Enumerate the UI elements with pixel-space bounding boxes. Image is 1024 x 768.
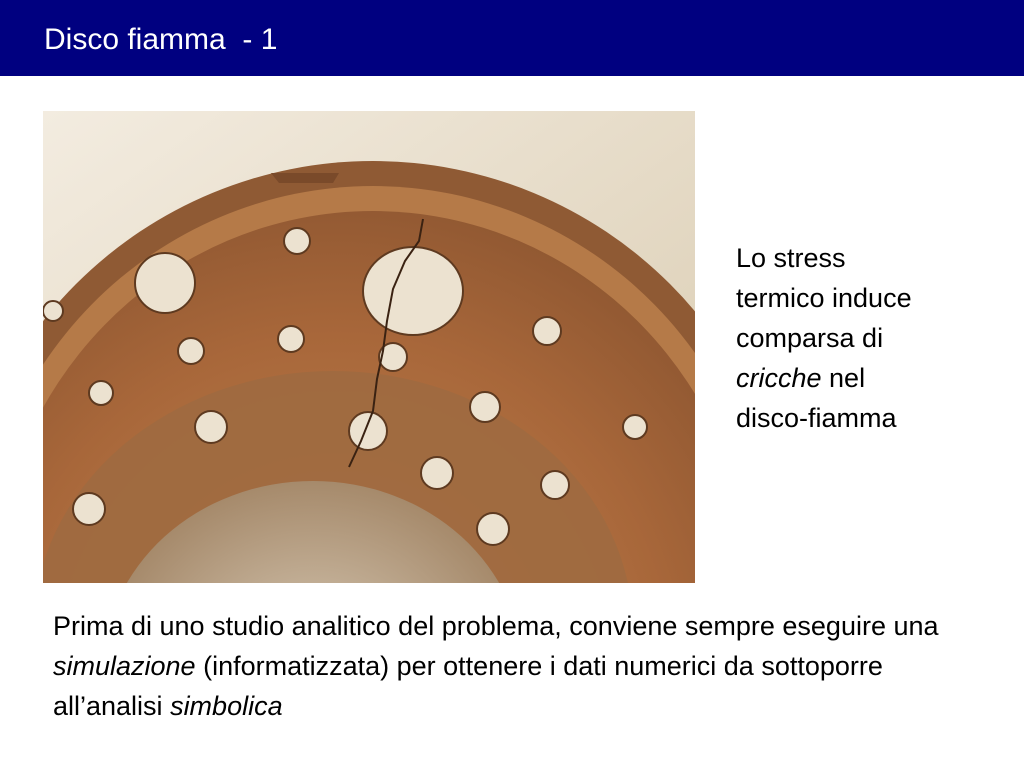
slide-title: Disco fiamma - 1 [44,23,278,56]
body-paragraph [53,606,993,726]
side-line-2: termico induce [736,283,912,313]
side-line-4-rest: nel [821,363,866,393]
body-part-1: Prima di uno studio analitico del problema, conviene sempre eseguire una [53,611,939,641]
flame-disc-photo [43,111,695,583]
side-italic-word: cricche [736,363,822,393]
body-part-2: (informatizzata) per ottenere i dati numerici da sottoporre all’analisi [53,651,883,721]
side-line-5: disco-fiamma [736,403,897,433]
title-bar [0,0,1024,76]
side-line-3: comparsa di [736,323,884,353]
side-caption [736,238,996,438]
flame-disc-illustration [43,111,695,583]
side-line-1: Lo stress [736,243,846,273]
body-italic-2: simbolica [170,691,283,721]
body-italic-1: simulazione [53,651,196,681]
